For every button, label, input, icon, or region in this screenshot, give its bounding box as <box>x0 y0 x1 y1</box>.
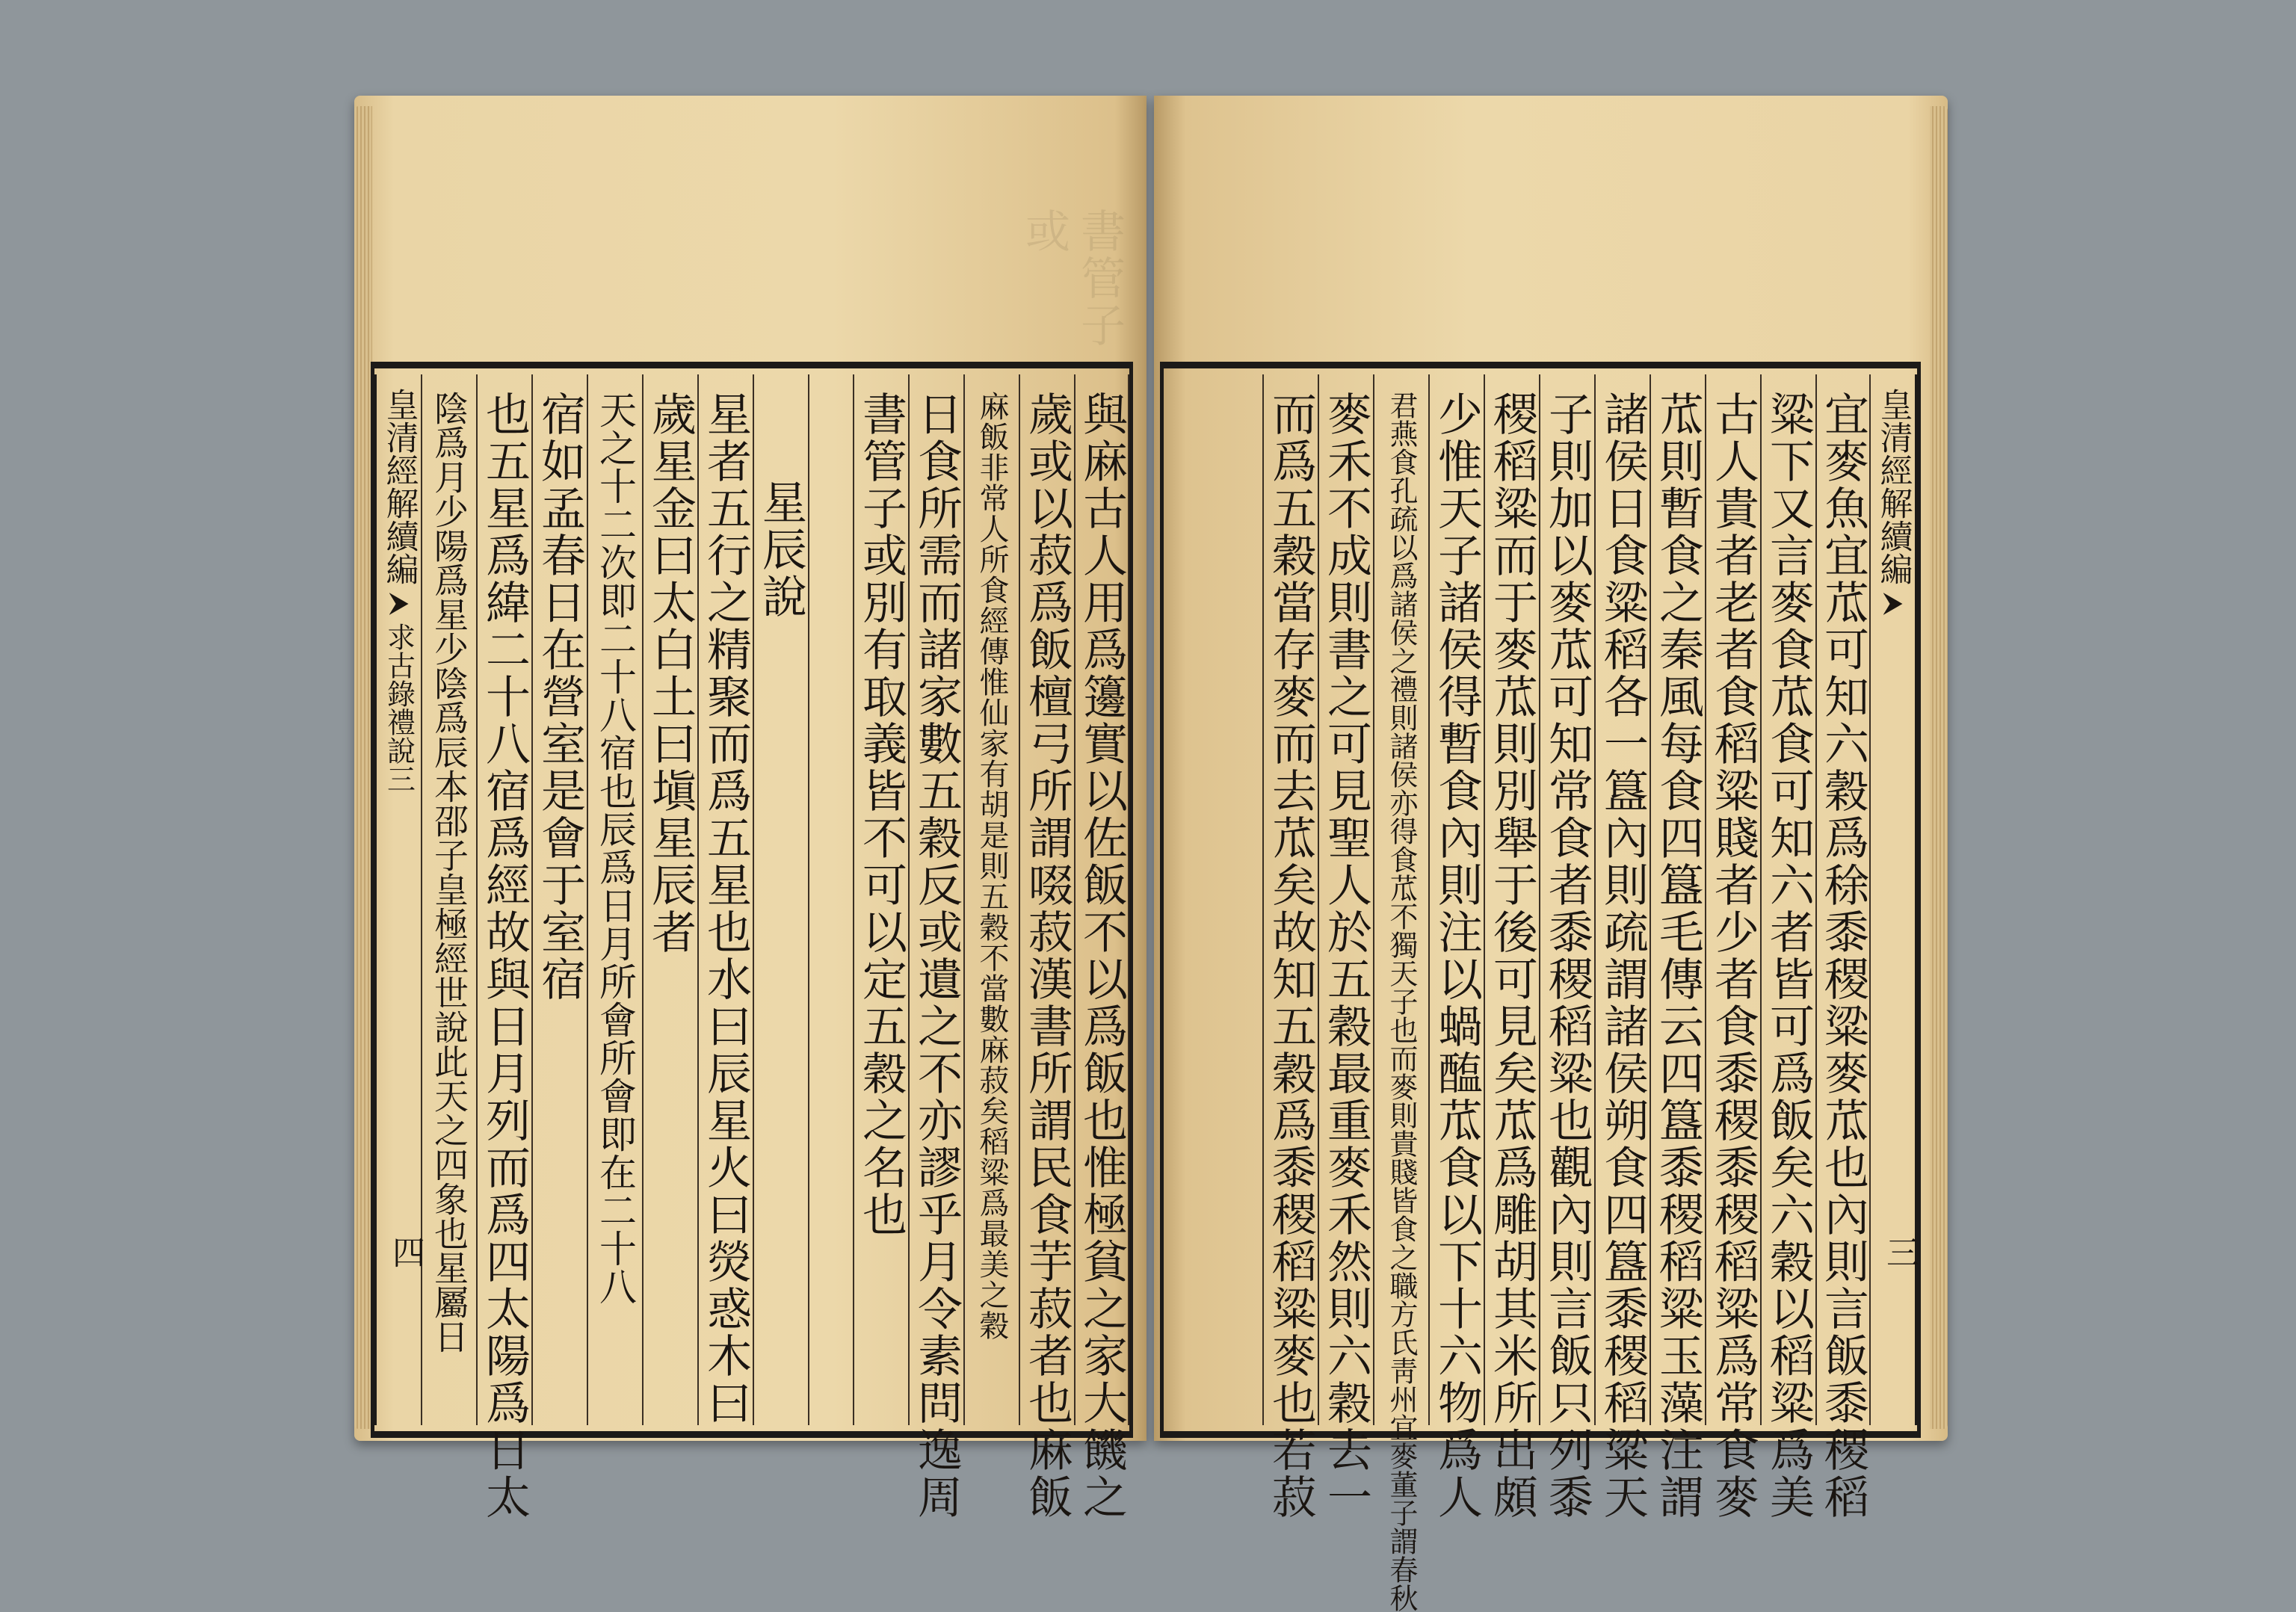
text-column: 稷稻粱而于麥苽則別舉于後可見矣苽爲雕胡其米所出頗 <box>1484 374 1539 1425</box>
left-columns <box>374 374 1129 1521</box>
text-column: 星者五行之精聚而爲五星也水曰辰星火曰熒惑木曰 <box>697 374 753 1425</box>
text-column: 麻飯非常人所食經傳惟仙家有胡是則五穀不當數麻菽矣稻粱爲最美之穀 <box>963 374 1019 1425</box>
text-column: 少惟天子諸侯得暫食內則注以蝸醢苽食以下十六物爲人 <box>1428 374 1484 1425</box>
bleed-through-text: 書管子或 <box>1018 208 1126 349</box>
text-column: 諸侯日食粱稻各一簋內則疏謂諸侯朔食四簋黍稷稻粱天 <box>1594 374 1650 1425</box>
left-page-edges <box>354 106 372 1429</box>
text-column: 苽則暫食之秦風每食四簋毛傳云四簋黍稷稻粱玉藻注謂 <box>1650 374 1705 1425</box>
right-columns <box>1164 374 1919 1612</box>
text-column: 而爲五穀當存麥而去苽矣故知五穀爲黍稷稻粱麥也若菽 <box>1262 374 1318 1425</box>
text-column: 宜麥魚宜苽可知六穀爲稌黍稷粱麥苽也內則言飯黍稷稻 <box>1815 374 1871 1425</box>
text-column: 子則加以麥苽可知常食者黍稷稻粱也觀內則言飯只列黍 <box>1539 374 1594 1425</box>
margin-section-title: 求古錄禮說三 <box>382 623 416 793</box>
text-column: 歲星金曰太白土曰塡星辰者 <box>642 374 697 1425</box>
right-text-frame <box>1160 362 1921 1612</box>
text-column: 與麻古人用爲籩實以佐飯不以爲飯也惟極貧之家大饑之 <box>1074 374 1129 1425</box>
text-column: 麥禾不成則書之可見聖人於五穀最重麥禾然則六穀去一 <box>1318 374 1373 1425</box>
text-column <box>808 374 853 1425</box>
page-number: 四 <box>386 1235 425 1268</box>
right-margin-column <box>1871 374 1917 1425</box>
margin-book-title: 皇清經解續編 <box>380 388 419 585</box>
fishtail-mark-icon <box>1883 593 1903 615</box>
text-column: 日食所需而諸家數五穀反或遺之不亦謬乎月令素問逸周 <box>908 374 963 1425</box>
margin-book-title: 皇清經解續編 <box>1874 388 1913 585</box>
text-column: 古人貴者老者食稻粱賤者少者食黍稷黍稷稻粱爲常食麥 <box>1705 374 1760 1425</box>
page-number: 三 <box>1880 1235 1919 1268</box>
open-book <box>344 96 1958 1612</box>
fishtail-mark-icon <box>389 593 409 615</box>
left-margin-column <box>374 374 425 1425</box>
text-column: 也五星爲緯二十八宿爲經故與日月列而爲四太陽爲日太 <box>476 374 531 1425</box>
text-column: 宿如孟春日在營室是會于室宿 <box>531 374 587 1425</box>
text-column: 書管子或別有取義皆不可以定五穀之名也 <box>853 374 908 1425</box>
text-column: 粱下又言麥食苽食可知六者皆可爲飯矣六穀以稻粱爲美 <box>1760 374 1815 1425</box>
text-column: 君燕食孔疏以爲諸侯之禮則諸侯亦得食苽不獨天子也而麥則貴賤皆食之職方氏靑州宜麥董子謂春秋 <box>1373 374 1428 1425</box>
right-page-edges <box>1930 106 1948 1429</box>
text-column: 歲或以菽爲飯檀弓所謂啜菽漢書所謂民食芋菽者也麻飯 <box>1019 374 1074 1425</box>
text-column: 天之十二次即二十八宿也辰爲日月所會所會即在二十八 <box>587 374 642 1425</box>
section-heading: 星辰說 <box>753 374 808 1425</box>
left-text-frame <box>371 362 1133 1521</box>
text-column: 陰爲月少陽爲星少陰爲辰本邵子皇極經世說此天之四象也星屬日 <box>421 374 476 1425</box>
